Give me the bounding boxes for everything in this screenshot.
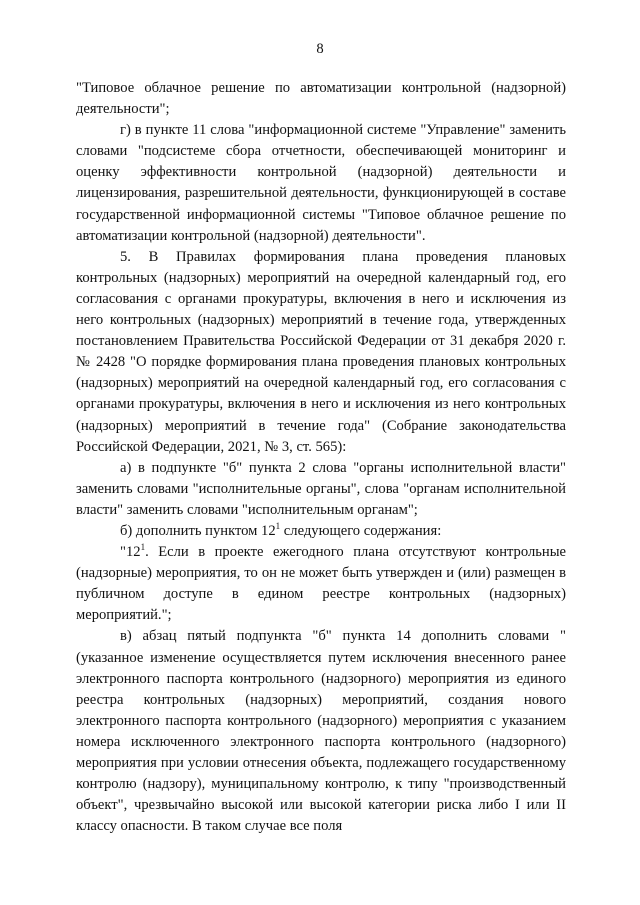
paragraph-subitem-v: в) абзац пятый подпункта "б" пункта 14 дополнить словами "(указанное изменение осуществляется путем исключения внесенного ранее электронного паспорта контрольного (надзорного) мероприятия из единого реестра контрольных (надзорных) мероприятий, создания нового электронного паспорта контрольного (надзорного) мероприятия с указанием номера исключенного электронного паспорта контрольного (надзорного) мероприятия при условии отнесения объекта, подлежащего государственному контролю (надзору), муниципальному контролю, к типу "производственный объект", чрезвычайно высокой или высокой категории риска либо I или II классу опасности. В таком случае все поля (76, 628, 566, 835)
paragraph-subitem-a: а) в подпункте "б" пункта 2 слова "органы исполнительной власти" заменить словами "исполнительные органы", слова "органам исполнительной власти" заменить словами "исполнительным органам"; (76, 459, 566, 518)
paragraph-item-12-1 (76, 542, 566, 626)
paragraph-text: следующего содержания: (280, 522, 442, 539)
page-number: 8 (316, 41, 324, 57)
paragraph-text: . Если в проекте ежегодного плана отсутствуют контрольные (надзорные) мероприятия, то он не может быть утвержден и (или) размещен в публичном доступе в едином реестре контрольных (надзорных) мероприятий."; (76, 544, 566, 624)
paragraph-subitem-b (76, 521, 566, 542)
paragraph-text: б) дополнить пунктом 12 (120, 522, 276, 539)
paragraph-text: "12 (120, 544, 141, 561)
paragraph-item-5: 5. В Правилах формирования плана проведения плановых контрольных (надзорных) мероприятий на очередной календарный год, его согласования с органами прокуратуры, включения в него и исключения из него контрольных (надзорных) мероприятий в течение года, утвержденных постановлением Правительства Российской Федерации от 31 декабря 2020 г. № 2428 "О порядке формирования плана проведения плановых контрольных (надзорных) мероприятий на очередной календарный год, его согласования с органами прокуратуры, включения в него и исключения из него контрольных (надзорных) мероприятий в течение года" (Собрание законодательства Российской Федерации, 2021, № 3, ст. 565): (76, 248, 566, 455)
document-body (76, 78, 566, 837)
superscript-index: 1 (275, 520, 281, 531)
paragraph-subitem-g: г) в пункте 11 слова "информационной системе "Управление" заменить словами "подсистеме сбора отчетности, обеспечивающей мониторинг и оценку эффективности контрольной (надзорной) деятельности и лицензирования, разрешительной деятельности, функционирующей в составе государственной информационной системы "Типовое облачное решение по автоматизации контрольной (надзорной) деятельности". (76, 122, 566, 244)
superscript-index: 1 (140, 542, 146, 553)
paragraph-quote-continuation: "Типовое облачное решение по автоматизации контрольной (надзорной) деятельности"; (76, 80, 566, 118)
